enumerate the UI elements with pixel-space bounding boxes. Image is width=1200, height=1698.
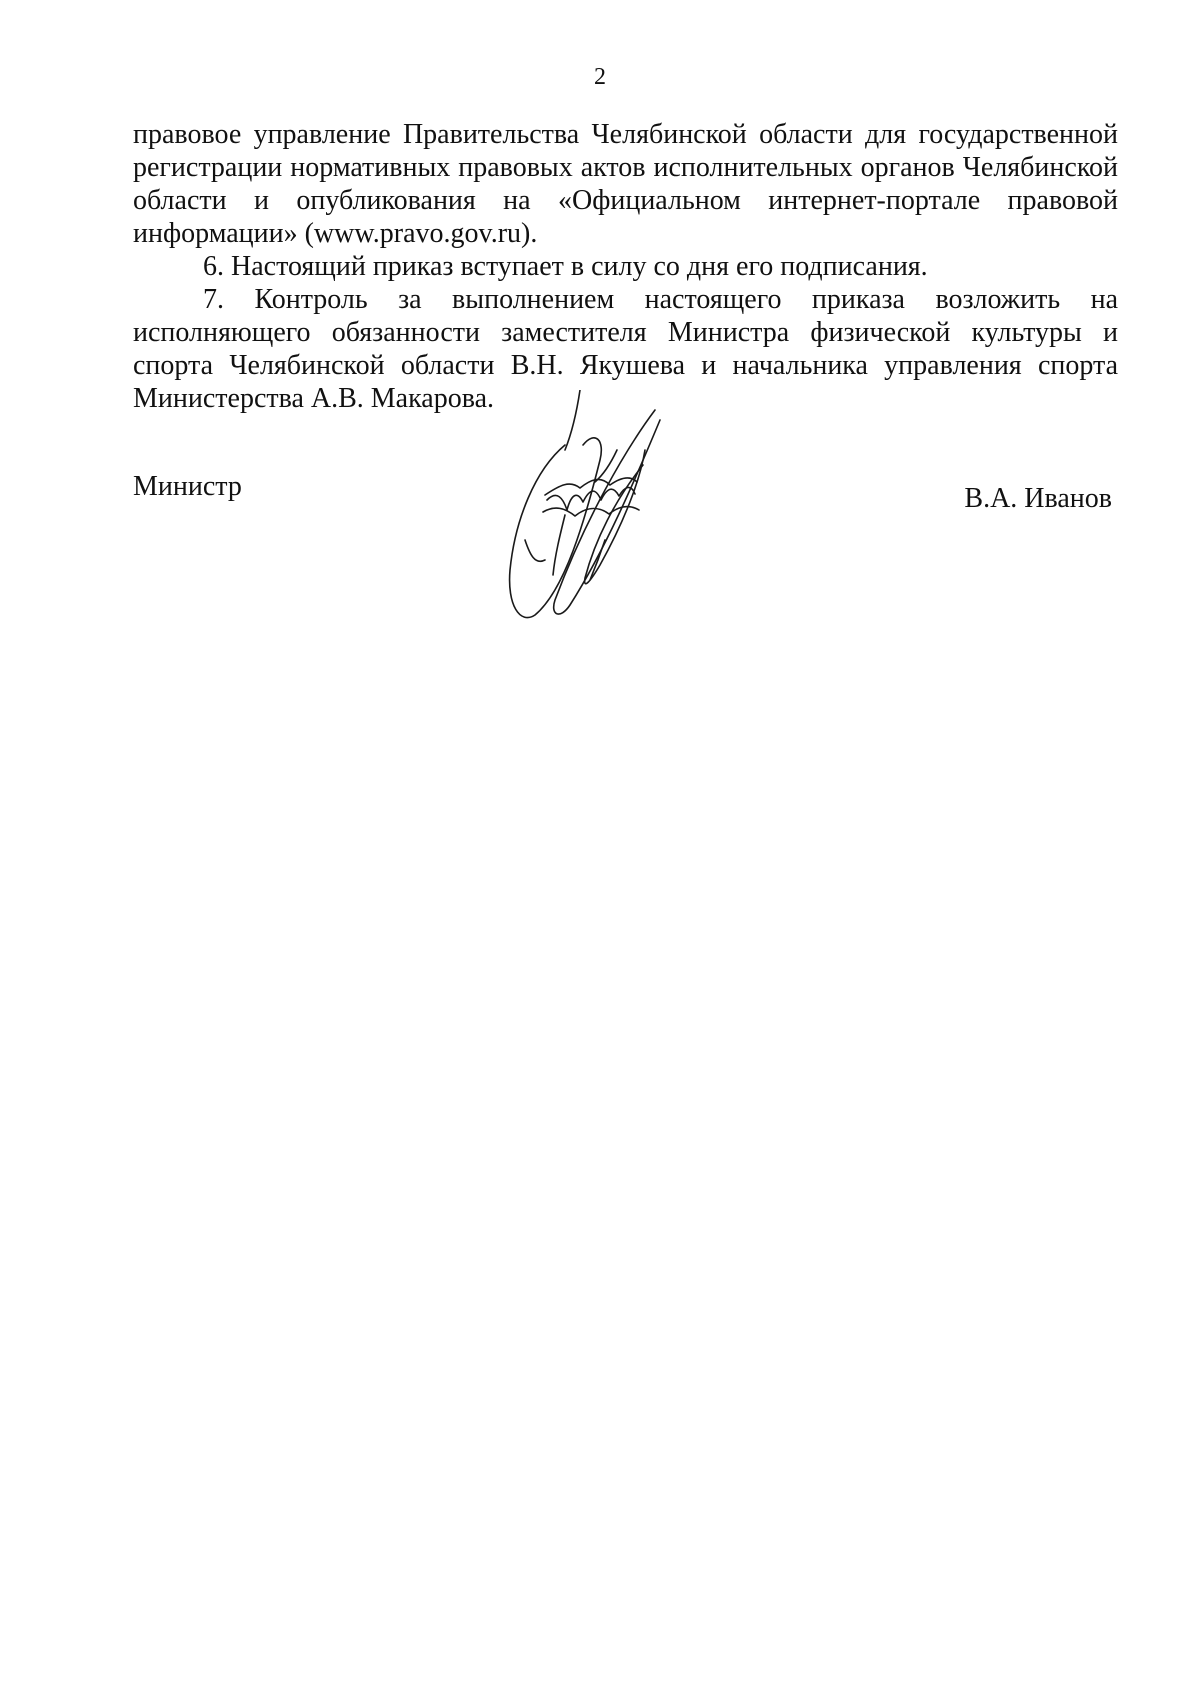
handwritten-signature bbox=[505, 390, 735, 680]
body-text bbox=[133, 118, 1118, 415]
page-number: 2 bbox=[594, 64, 606, 90]
signer-name: В.А. Иванов bbox=[964, 483, 1112, 514]
paragraph-item-6: 6. Настоящий приказ вступает в силу со дня его подписания. bbox=[203, 251, 928, 282]
signer-title: Министр bbox=[133, 471, 242, 502]
paragraph-item-7: 7. Контроль за выполнением настоящего приказа возложить на исполняющего обязанности заместителя Министра физической культуры и спорта Челябинской области В.Н. Якушева и начальника управления спорта Министерства А.В. Макарова. bbox=[133, 284, 1118, 414]
paragraph-registration: правовое управление Правительства Челябинской области для государственной регистрации нормативных правовых актов исполнительных органов Челябинской области и опубликования на «Официальном интернет-портале правовой информации» (www.pravo.gov.ru). bbox=[133, 119, 1118, 249]
